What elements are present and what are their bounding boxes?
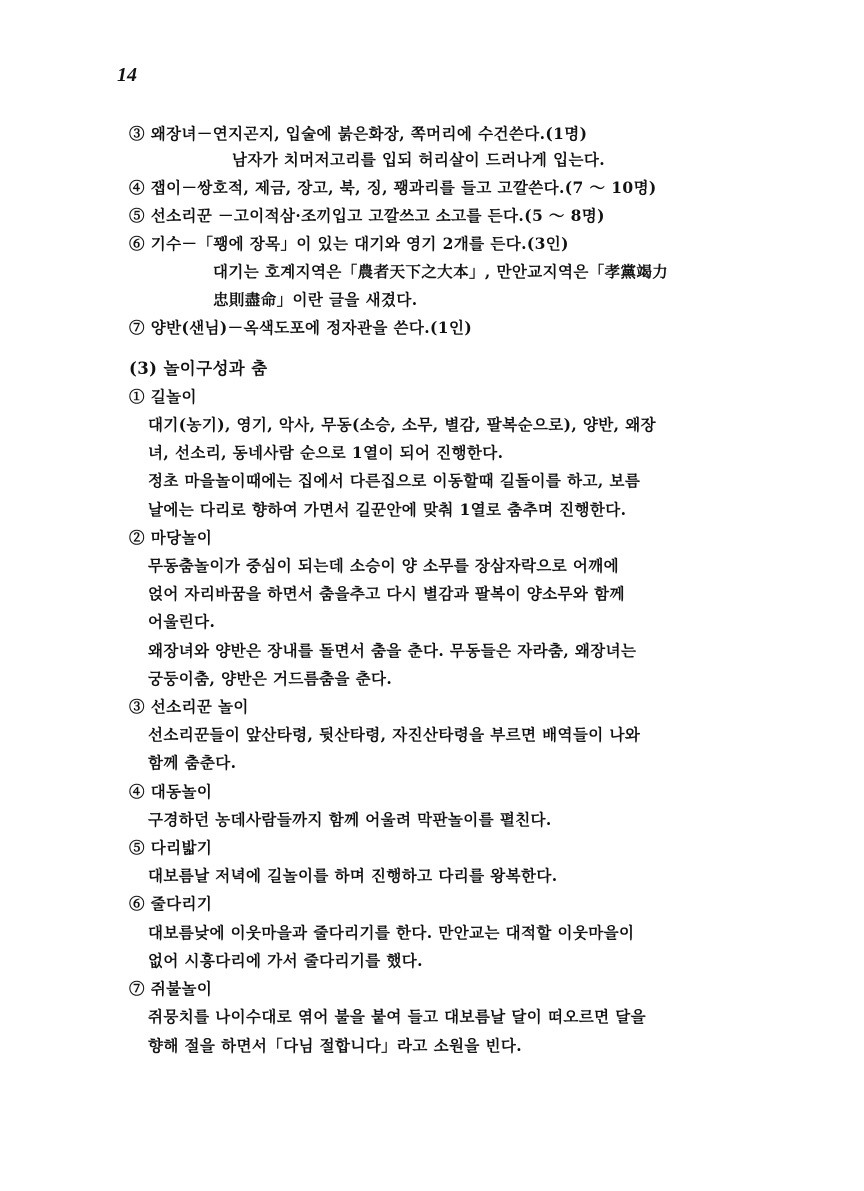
paragraph-line: 날에는 다리로 향하여 가면서 길꾼안에 맞춰 1열로 춤추며 진행한다. [148,500,627,519]
paragraph-line: 무동춤놀이가 중심이 되는데 소승이 양 소무를 장삼자락으로 어깨에 [148,556,620,575]
cast-item-gisu-note-line1: 대기는 호계지역은「農者天下之大本」, 만안교지역은「孝黨竭力 [213,262,669,281]
paragraph-line: 정초 마을놀이때에는 집에서 다른집으로 이동할때 길돌이를 하고, 보름 [148,471,641,490]
paragraph-line: 선소리꾼들이 앞산타령, 뒷산타령, 자진산타령을 부르면 배역들이 나와 [148,725,641,744]
cast-item-woejangnyeo-note: 남자가 치머저고리를 입되 허리살이 드러나게 입는다. [232,150,605,169]
paragraph-line: 함께 춤춘다. [148,753,237,772]
cast-item-seonsorikkun: ⑤ 선소리꾼 －고이적삼·조끼입고 고깔쓰고 소고를 든다.(5 ～ 8명) [129,206,605,225]
paragraph-line: 대보름낮에 이웃마을과 줄다리기를 한다. 만안교는 대적할 이웃마을이 [148,923,635,942]
cast-item-gisu: ⑥ 기수－「꽹에 장목」이 있는 대기와 영기 2개를 든다.(3인) [129,234,569,253]
subheading-jwibullori: ⑦ 쥐불놀이 [129,979,213,998]
paragraph-line: 대기(농기), 영기, 악사, 무동(소승, 소무, 별감, 팔복순으로), 양반, 왜장 [148,415,657,434]
paragraph-line: 얹어 자리바꿈을 하면서 춤을추고 다시 별감과 팔복이 양소무와 함께 [148,584,625,603]
cast-item-yangban: ⑦ 양반(샌님)－옥색도포에 정자관을 쓴다.(1인) [129,318,473,337]
paragraph-line: 왜장녀와 양반은 장내를 돌면서 춤을 춘다. 무동들은 자라춤, 왜장녀는 [148,641,637,660]
section-heading: (3) 놀이구성과 춤 [129,359,268,378]
subheading-madangnori: ② 마당놀이 [129,528,213,547]
paragraph-line: 향해 절을 하면서「다님 절합니다」라고 소원을 빈다. [148,1036,523,1055]
cast-item-gisu-note-line2: 忠則盡命」이란 글을 새겼다. [213,290,418,309]
paragraph-line: 없어 시흥다리에 가서 줄다리기를 했다. [148,951,423,970]
paragraph-line: 대보름날 저녁에 길놀이를 하며 진행하고 다리를 왕복한다. [148,866,558,885]
subheading-daedongnori: ④ 대동놀이 [129,782,213,801]
subheading-gilnori: ① 길놀이 [129,387,197,406]
paragraph-line: 구경하던 농데사람들까지 함께 어울려 막판놀이를 펼친다. [148,810,552,829]
subheading-juldarigi: ⑥ 줄다리기 [129,894,213,913]
page-number: 14 [117,64,137,86]
paragraph-line: 쥐뭉치를 나이수대로 엮어 불을 붙여 들고 대보름날 달이 떠오르면 달을 [148,1007,646,1026]
cast-item-jaebi: ④ 잽이－쌍호적, 제금, 장고, 북, 징, 꽹과리를 들고 고깔쓴다.(7 ～ 10명) [129,178,657,197]
cast-item-woejangnyeo: ③ 왜장녀－연지곤지, 입술에 붉은화장, 쪽머리에 수건쓴다.(1명) [129,124,588,143]
paragraph-line: 어울린다. [148,612,216,631]
subheading-seonsorikkun-nori: ③ 선소리꾼 놀이 [129,697,249,716]
paragraph-line: 녀, 선소리, 동네사람 순으로 1열이 되어 진행한다. [148,443,504,462]
subheading-daribapgi: ⑤ 다리밟기 [129,838,213,857]
paragraph-line: 궁둥이춤, 양반은 거드름춤을 춘다. [148,669,393,688]
